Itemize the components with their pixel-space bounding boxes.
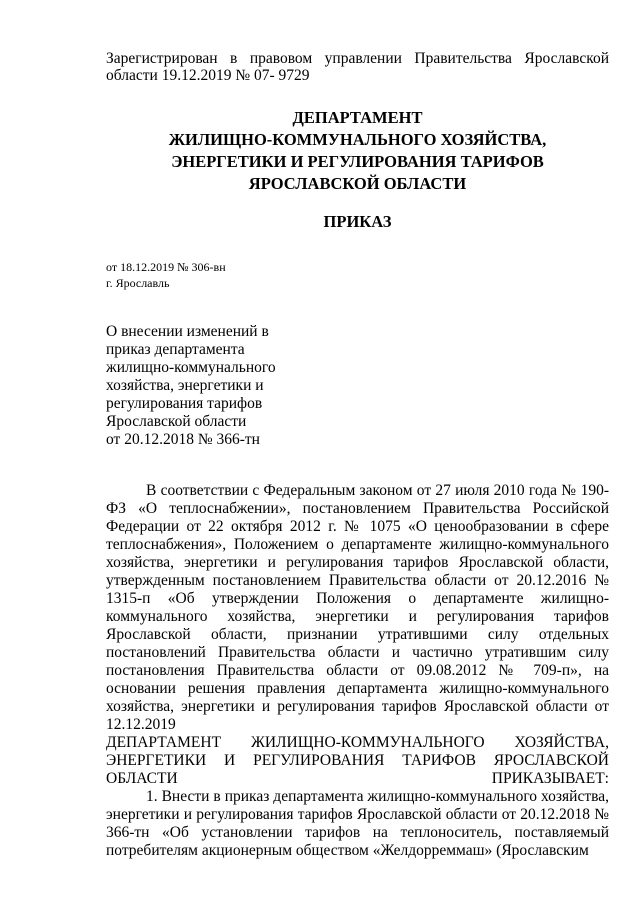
item-1-paragraph: 1. Внести в приказ департамента жилищно-коммунального хозяйства, энергетики и регулирования тарифов Ярославской области от 20.12.2018 № 366-тн «Об установлении тарифов на теплоноситель, поставляемый потребителям акционерным обществом «Желдорреммаш» (Ярославским: [106, 788, 609, 859]
subject-line: приказ департамента: [106, 341, 245, 358]
department-line: ЖИЛИЩНО-КОММУНАЛЬНОГО ХОЗЯЙСТВА,: [168, 130, 547, 149]
subject-line: Ярославской области: [106, 413, 247, 430]
subject-line: жилищно-коммунального: [106, 359, 276, 376]
document-body: [106, 482, 609, 860]
preamble-paragraph: В соответствии с Федеральным законом от 27 июля 2010 года № 190-ФЗ «О теплоснабжении», постановлением Правительства Российской Федерации от 22 октября 2012 г. № 1075 «О ценообразовании в сфере теплоснабжения», Положением о департаменте жилищно-коммунального хозяйства, энергетики и регулирования тарифов Ярославской области, утвержденным постановлением Правительства области от 20.12.2016 № 1315-п «Об утверждении Положения о департаменте жилищно-коммунального хозяйства, энергетики и регулирования тарифов Ярославской области, признании утратившими силу отдельных постановлений Правительства области и частично утратившим силу постановления Правительства области от 09.08.2012 № 709-п», на основании решения правления департамента жилищно-коммунального хозяйства, энергетики и регулирования тарифов Ярославской области от 12.12.2019: [106, 482, 609, 733]
date-number: от 18.12.2019 № 306-вн: [106, 260, 226, 274]
document-meta: [106, 259, 609, 291]
department-line: ЯРОСЛАВСКОЙ ОБЛАСТИ: [248, 174, 467, 193]
department-line: ЭНЕРГЕТИКИ И РЕГУЛИРОВАНИЯ ТАРИФОВ: [171, 152, 544, 171]
subject-block: [106, 323, 306, 449]
subject-line: регулирования тарифов: [106, 395, 263, 412]
department-line: ДЕПАРТАМЕНТ: [292, 108, 423, 127]
city: г. Ярославль: [106, 276, 170, 290]
subject-line: от 20.12.2018 № 366-тн: [106, 431, 260, 448]
document-page: [106, 50, 609, 860]
subject-line: хозяйства, энергетики и: [106, 377, 264, 394]
orders-paragraph: ДЕПАРТАМЕНТ ЖИЛИЩНО-КОММУНАЛЬНОГО ХОЗЯЙСТВА, ЭНЕРГЕТИКИ И РЕГУЛИРОВАНИЯ ТАРИФОВ ЯРОСЛАВСКОЙ ОБЛАСТИ ПРИКАЗЫВАЕТ:: [106, 734, 609, 787]
department-header: [106, 107, 609, 195]
subject-line: О внесении изменений в: [106, 323, 269, 340]
registration-note: Зарегистрирован в правовом управлении Правительства Ярославской области 19.12.2019 № 07- 9729: [106, 50, 609, 84]
document-type: ПРИКАЗ: [323, 212, 392, 231]
